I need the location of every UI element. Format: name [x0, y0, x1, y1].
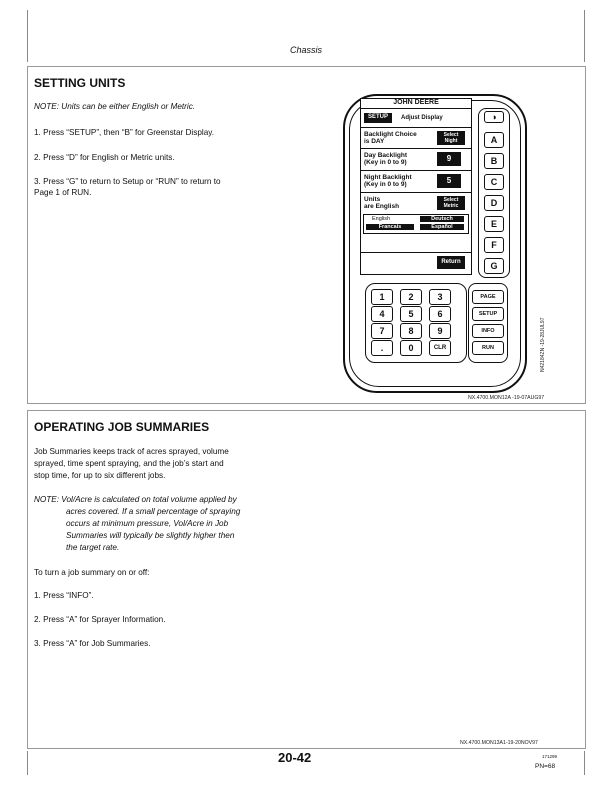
- contrast-icon: ◑: [484, 111, 504, 123]
- row-label: (Key in 0 to 9): [364, 159, 407, 166]
- key-3: 3: [429, 289, 451, 305]
- side-button-e: E: [484, 216, 504, 232]
- note-text: NOTE: Vol/Acre is calculated on total volume applied by: [34, 495, 237, 504]
- side-button-g: G: [484, 258, 504, 274]
- key-clr: CLR: [429, 340, 451, 356]
- intro-text: stop time, for up to six different jobs.: [34, 471, 166, 480]
- step-text: 2. Press “A” for Sprayer Information.: [34, 615, 166, 624]
- screen-row: [361, 193, 471, 213]
- row-label: Night Backlight: [364, 174, 412, 181]
- step-text: Page 1 of RUN.: [34, 188, 92, 197]
- pn-code: PN=68: [535, 763, 556, 770]
- note-text: occurs at minimum pressure, Vol/Acre in Job: [66, 519, 229, 528]
- return-tag: Return: [437, 256, 465, 269]
- key-7: 7: [371, 323, 393, 339]
- select-night-tag: Select Night: [437, 131, 465, 145]
- key-2: 2: [400, 289, 422, 305]
- note-text: Summaries will typically be slightly higher then: [66, 531, 235, 540]
- key-decimal: .: [371, 340, 393, 356]
- setup-tag: SETUP: [364, 113, 392, 123]
- date-code: 171299: [542, 754, 558, 759]
- select-metric-tag: Select Metric: [437, 196, 465, 210]
- margin-line-bottom-left: [27, 751, 28, 775]
- row-label: Units: [364, 196, 381, 203]
- running-header: Chassis: [289, 45, 322, 55]
- key-6: 6: [429, 306, 451, 322]
- key-4: 4: [371, 306, 393, 322]
- screen-row: [361, 171, 471, 193]
- row-label: Backlight Choice: [364, 131, 417, 138]
- side-button-c: C: [484, 174, 504, 190]
- step-text: 1. Press “SETUP”, then “B” for Greenstar Display.: [34, 128, 215, 137]
- setup-key: SETUP: [472, 307, 504, 321]
- margin-line-bottom-right: [584, 751, 585, 775]
- key-0: 0: [400, 340, 422, 356]
- document-reference: NX.4700.MON12A -19-07AUG97: [468, 395, 545, 401]
- row-label: are English: [364, 203, 400, 210]
- note-text: NOTE: Units can be either English or Metric.: [34, 102, 196, 111]
- step-text: 1. Press “INFO”.: [34, 591, 94, 600]
- section-title: SETTING UNITS: [34, 76, 126, 90]
- row-label: Day Backlight: [364, 152, 407, 159]
- screen-title: Adjust Display: [401, 115, 443, 121]
- page-key: PAGE: [472, 290, 504, 304]
- row-label: is DAY: [364, 138, 385, 145]
- intro-text: sprayed, time spent spraying, and the job’s start and: [34, 459, 224, 468]
- key-9: 9: [429, 323, 451, 339]
- day-value-tag: 9: [437, 152, 461, 166]
- run-key: RUN: [472, 341, 504, 355]
- side-button-a: A: [484, 132, 504, 148]
- page-number: 20-42: [278, 750, 312, 765]
- screen-row: [361, 128, 471, 149]
- language-option: Español: [420, 224, 464, 230]
- step-text: 3. Press “A” for Job Summaries.: [34, 639, 151, 648]
- side-button-d: D: [484, 195, 504, 211]
- section-title: OPERATING JOB SUMMARIES: [34, 420, 210, 434]
- screen-title-row: [361, 109, 471, 128]
- note-text: acres covered. If a small percentage of spraying: [66, 507, 241, 516]
- side-button-b: B: [484, 153, 504, 169]
- key-5: 5: [400, 306, 422, 322]
- lead-text: To turn a job summary on or off:: [34, 568, 150, 577]
- info-key: INFO: [472, 324, 504, 338]
- language-selector: [363, 214, 469, 234]
- language-option: Francais: [366, 224, 414, 230]
- key-8: 8: [400, 323, 422, 339]
- note-text: the target rate.: [66, 543, 120, 552]
- intro-text: Job Summaries keeps track of acres sprayed, volume: [34, 447, 229, 456]
- screen-row: [361, 149, 471, 171]
- divider: [361, 252, 471, 253]
- language-option: Deutsch: [420, 216, 464, 222]
- night-value-tag: 5: [437, 174, 461, 188]
- row-label: (Key in 0 to 9): [364, 181, 407, 188]
- key-1: 1: [371, 289, 393, 305]
- step-text: 3. Press “G” to return to Setup or “RUN” to return to: [34, 177, 221, 186]
- brand-label: JOHN DEERE: [360, 98, 472, 110]
- step-text: 2. Press “D” for English or Metric units.: [34, 153, 175, 162]
- display-screen: [360, 108, 472, 275]
- figure-reference: N42184ZN -19-28JUL97: [540, 317, 546, 372]
- document-reference: NX.4700.MON13A1-19-20NOV97: [460, 740, 538, 746]
- language-option: English: [372, 216, 391, 222]
- side-button-f: F: [484, 237, 504, 253]
